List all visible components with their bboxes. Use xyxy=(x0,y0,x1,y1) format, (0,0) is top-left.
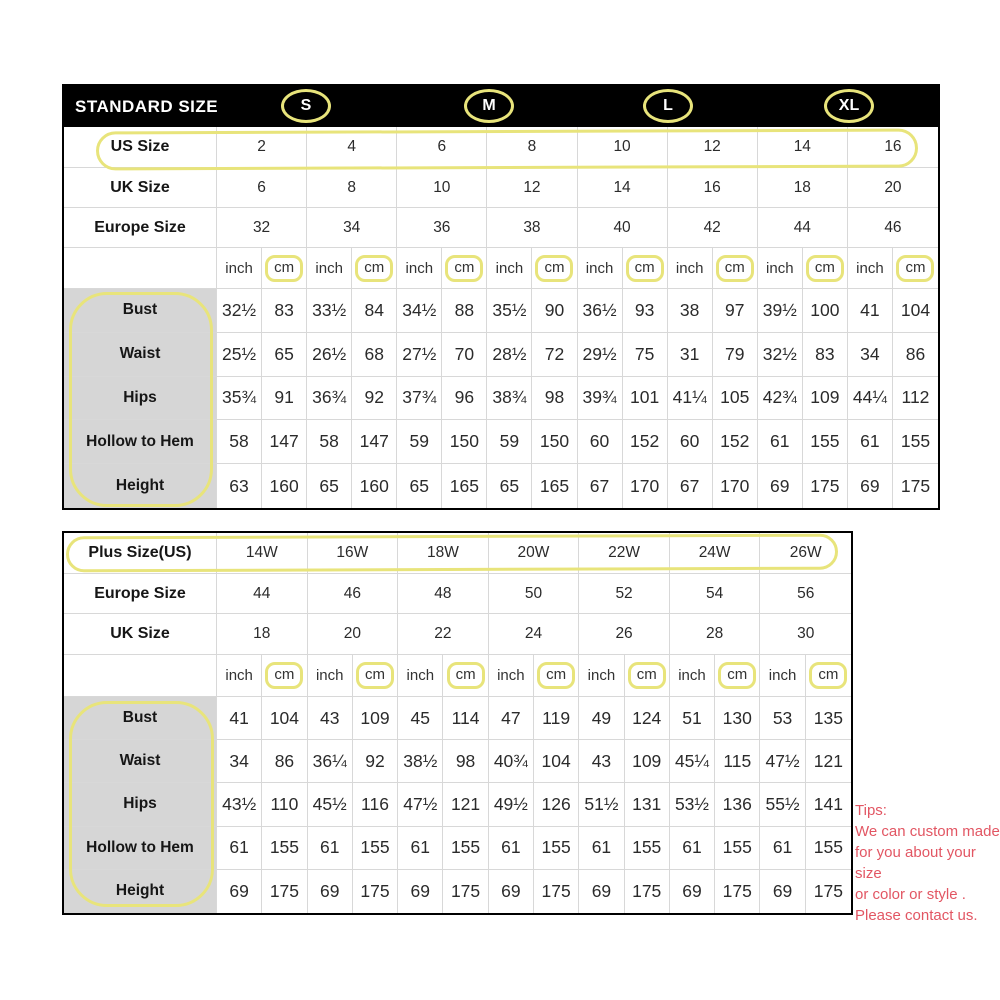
inch-unit-header: inch xyxy=(578,248,623,289)
standard-measure-row-label: Hips xyxy=(64,377,217,421)
cm-highlight-box: cm xyxy=(896,255,934,282)
inch-unit-header: inch xyxy=(217,655,262,697)
standard-measure-value: 27½ xyxy=(397,333,442,377)
standard-table-header xyxy=(64,86,938,127)
plus-measure-value: 155 xyxy=(625,827,670,870)
plus-measure-value: 45¼ xyxy=(670,740,715,783)
inch-unit-header: inch xyxy=(398,655,443,697)
standard-size-value: 14 xyxy=(758,127,848,168)
standard-size-table xyxy=(62,84,940,510)
plus-measure-value: 61 xyxy=(489,827,534,870)
plus-measure-value: 109 xyxy=(625,740,670,783)
plus-size-row-label: UK Size xyxy=(64,614,217,655)
standard-measure-row-label: Bust xyxy=(64,289,217,333)
plus-size-value: 24W xyxy=(670,533,761,574)
plus-measure-value: 34 xyxy=(217,740,262,783)
standard-measure-value: 97 xyxy=(713,289,758,333)
standard-measure-value: 72 xyxy=(532,333,577,377)
cm-unit-header xyxy=(893,248,938,289)
plus-size-value: 28 xyxy=(670,614,761,655)
standard-measure-value: 29½ xyxy=(578,333,623,377)
cm-highlight-box: cm xyxy=(265,662,303,689)
standard-measure-value: 92 xyxy=(352,377,397,421)
standard-measure-value: 61 xyxy=(848,420,893,464)
standard-measure-value: 160 xyxy=(262,464,307,508)
plus-measure-value: 131 xyxy=(625,783,670,826)
cm-unit-header xyxy=(803,248,848,289)
plus-measure-value: 155 xyxy=(806,827,851,870)
cm-highlight-box: cm xyxy=(445,255,483,282)
standard-measure-value: 42¾ xyxy=(758,377,803,421)
size-s-label: S xyxy=(300,97,312,114)
cm-unit-header xyxy=(713,248,758,289)
plus-size-value: 22W xyxy=(579,533,670,574)
standard-measure-value: 65 xyxy=(307,464,352,508)
plus-measure-row-label: Height xyxy=(64,870,217,913)
standard-measure-value: 37¾ xyxy=(397,377,442,421)
plus-measure-value: 119 xyxy=(534,697,579,740)
plus-measure-value: 104 xyxy=(534,740,579,783)
standard-measure-value: 32½ xyxy=(217,289,262,333)
plus-size-grid xyxy=(64,533,851,913)
plus-size-value: 50 xyxy=(489,574,580,614)
standard-measure-value: 90 xyxy=(532,289,577,333)
plus-measure-value: 61 xyxy=(308,827,353,870)
cm-unit-header xyxy=(262,655,307,697)
cm-unit-header xyxy=(262,248,307,289)
plus-measure-value: 69 xyxy=(670,870,715,913)
standard-measure-value: 59 xyxy=(487,420,532,464)
standard-measure-value: 112 xyxy=(893,377,938,421)
cm-unit-header xyxy=(353,655,398,697)
inch-unit-header: inch xyxy=(579,655,624,697)
tips-line: or color or style . xyxy=(855,886,966,903)
plus-size-value: 20 xyxy=(308,614,399,655)
plus-measure-value: 43½ xyxy=(217,783,262,826)
cm-highlight-box: cm xyxy=(447,662,485,689)
plus-measure-value: 92 xyxy=(353,740,398,783)
standard-measure-value: 83 xyxy=(803,333,848,377)
inch-unit-header: inch xyxy=(668,248,713,289)
plus-measure-value: 61 xyxy=(398,827,443,870)
standard-measure-value: 86 xyxy=(893,333,938,377)
plus-size-value: 52 xyxy=(579,574,670,614)
standard-size-value: 36 xyxy=(397,208,487,248)
standard-size-value: 16 xyxy=(668,168,758,208)
plus-measure-value: 43 xyxy=(579,740,624,783)
standard-measure-value: 83 xyxy=(262,289,307,333)
plus-measure-value: 47 xyxy=(489,697,534,740)
plus-size-value: 44 xyxy=(217,574,308,614)
standard-size-value: 42 xyxy=(668,208,758,248)
plus-measure-value: 38½ xyxy=(398,740,443,783)
standard-size-value: 20 xyxy=(848,168,938,208)
plus-measure-value: 69 xyxy=(489,870,534,913)
standard-measure-value: 32½ xyxy=(758,333,803,377)
standard-measure-value: 170 xyxy=(623,464,668,508)
plus-measure-value: 61 xyxy=(579,827,624,870)
standard-measure-value: 96 xyxy=(442,377,487,421)
standard-measure-value: 91 xyxy=(262,377,307,421)
tips-title: Tips: xyxy=(855,802,887,819)
standard-measure-value: 61 xyxy=(758,420,803,464)
standard-measure-value: 58 xyxy=(217,420,262,464)
standard-size-title: STANDARD SIZE xyxy=(75,96,219,116)
plus-size-value: 16W xyxy=(308,533,399,574)
plus-measure-value: 51 xyxy=(670,697,715,740)
standard-size-value: 32 xyxy=(217,208,307,248)
plus-size-value: 48 xyxy=(398,574,489,614)
standard-measure-value: 41¼ xyxy=(668,377,713,421)
plus-measure-value: 49 xyxy=(579,697,624,740)
cm-highlight-box: cm xyxy=(626,255,664,282)
plus-size-value: 20W xyxy=(489,533,580,574)
plus-measure-row-label: Hollow to Hem xyxy=(64,827,217,870)
standard-measure-value: 65 xyxy=(487,464,532,508)
plus-measure-value: 155 xyxy=(262,827,307,870)
plus-measure-value: 136 xyxy=(715,783,760,826)
plus-measure-value: 51½ xyxy=(579,783,624,826)
standard-measure-value: 155 xyxy=(893,420,938,464)
standard-size-value: 44 xyxy=(758,208,848,248)
standard-measure-value: 101 xyxy=(623,377,668,421)
standard-measure-value: 93 xyxy=(623,289,668,333)
standard-measure-row-label: Height xyxy=(64,464,217,508)
standard-measure-value: 152 xyxy=(623,420,668,464)
cm-unit-header xyxy=(442,248,487,289)
cm-highlight-box: cm xyxy=(718,662,756,689)
plus-measure-value: 40¾ xyxy=(489,740,534,783)
standard-measure-value: 165 xyxy=(532,464,577,508)
standard-measure-value: 152 xyxy=(713,420,758,464)
inch-unit-header: inch xyxy=(670,655,715,697)
plus-measure-value: 155 xyxy=(534,827,579,870)
standard-measure-value: 65 xyxy=(397,464,442,508)
plus-measure-value: 175 xyxy=(625,870,670,913)
plus-measure-value: 115 xyxy=(715,740,760,783)
plus-size-row-label: Europe Size xyxy=(64,574,217,614)
plus-measure-value: 55½ xyxy=(760,783,805,826)
standard-measure-value: 150 xyxy=(442,420,487,464)
plus-measure-value: 109 xyxy=(353,697,398,740)
standard-measure-value: 39½ xyxy=(758,289,803,333)
plus-size-value: 26W xyxy=(760,533,851,574)
plus-measure-value: 98 xyxy=(443,740,488,783)
standard-measure-value: 147 xyxy=(352,420,397,464)
standard-measure-value: 26½ xyxy=(307,333,352,377)
plus-measure-value: 36¼ xyxy=(308,740,353,783)
plus-measure-value: 53½ xyxy=(670,783,715,826)
plus-size-value: 30 xyxy=(760,614,851,655)
standard-measure-value: 34½ xyxy=(397,289,442,333)
standard-measure-value: 34 xyxy=(848,333,893,377)
standard-size-value: 6 xyxy=(397,127,487,168)
plus-measure-row-label: Hips xyxy=(64,783,217,826)
plus-measure-value: 61 xyxy=(670,827,715,870)
plus-measure-value: 53 xyxy=(760,697,805,740)
standard-measure-value: 59 xyxy=(397,420,442,464)
plus-measure-value: 175 xyxy=(813,880,843,901)
plus-measure-value: 49½ xyxy=(489,783,534,826)
cm-unit-header xyxy=(623,248,668,289)
inch-unit-header: inch xyxy=(489,655,534,697)
plus-measure-value: 175 xyxy=(262,870,307,913)
cm-highlight-box: cm xyxy=(716,255,754,282)
standard-measure-value: 109 xyxy=(803,377,848,421)
standard-size-value: 46 xyxy=(848,208,938,248)
standard-size-value: 2 xyxy=(217,127,307,168)
plus-measure-row-label: Waist xyxy=(64,740,217,783)
size-m-label: M xyxy=(482,97,496,114)
plus-measure-value: 69 xyxy=(308,870,353,913)
cm-highlight-box: cm xyxy=(809,662,847,689)
standard-measure-value: 31 xyxy=(668,333,713,377)
cm-highlight-box: cm xyxy=(806,255,844,282)
standard-measure-value: 155 xyxy=(803,420,848,464)
standard-size-row-label: UK Size xyxy=(64,168,217,208)
standard-size-grid xyxy=(64,127,938,508)
size-l-label: L xyxy=(663,97,673,114)
tips-note xyxy=(855,800,1000,926)
plus-measure-value: 155 xyxy=(443,827,488,870)
plus-measure-value: 175 xyxy=(353,870,398,913)
standard-size-value: 4 xyxy=(307,127,397,168)
standard-size-value: 10 xyxy=(397,168,487,208)
plus-unit-row-corner xyxy=(64,655,217,697)
standard-measure-value: 28½ xyxy=(487,333,532,377)
plus-size-value: 56 xyxy=(760,574,851,614)
plus-measure-value: 126 xyxy=(534,783,579,826)
standard-measure-value: 60 xyxy=(578,420,623,464)
tips-line: We can custom made xyxy=(855,823,1000,840)
plus-measure-value: 141 xyxy=(806,783,851,826)
plus-measure-value: 69 xyxy=(217,870,262,913)
cm-highlight-box: cm xyxy=(355,255,393,282)
plus-measure-value: 69 xyxy=(398,870,443,913)
standard-measure-value: 38¾ xyxy=(487,377,532,421)
standard-size-value: 16 xyxy=(848,127,938,168)
plus-measure-value: 124 xyxy=(625,697,670,740)
standard-size-value: 34 xyxy=(307,208,397,248)
standard-size-value: 14 xyxy=(578,168,668,208)
standard-measure-value: 41 xyxy=(848,289,893,333)
standard-measure-value: 35½ xyxy=(487,289,532,333)
standard-measure-value: 36½ xyxy=(578,289,623,333)
plus-measure-value: 41 xyxy=(217,697,262,740)
plus-size-value: 14W xyxy=(217,533,308,574)
plus-measure-value: 104 xyxy=(262,697,307,740)
standard-measure-value: 63 xyxy=(217,464,262,508)
plus-size-value: 22 xyxy=(398,614,489,655)
standard-measure-value: 67 xyxy=(578,464,623,508)
plus-measure-value: 135 xyxy=(806,697,851,740)
plus-measure-value: 86 xyxy=(262,740,307,783)
plus-size-value: 24 xyxy=(489,614,580,655)
standard-measure-value: 25½ xyxy=(217,333,262,377)
standard-measure-value: 70 xyxy=(442,333,487,377)
plus-size-table xyxy=(62,531,853,915)
standard-measure-value: 33½ xyxy=(307,289,352,333)
cm-highlight-box: cm xyxy=(628,662,666,689)
standard-measure-value: 58 xyxy=(307,420,352,464)
cm-highlight-box: cm xyxy=(265,255,303,282)
standard-unit-row-corner xyxy=(64,248,217,289)
plus-size-value: 54 xyxy=(670,574,761,614)
plus-size-value: 46 xyxy=(308,574,399,614)
standard-measure-value: 98 xyxy=(532,377,577,421)
plus-measure-value: 175 xyxy=(443,870,488,913)
standard-measure-value: 105 xyxy=(713,377,758,421)
size-xl-label: XL xyxy=(838,97,860,114)
plus-measure-value: 47½ xyxy=(760,740,805,783)
plus-measure-value: 61 xyxy=(760,827,805,870)
cm-unit-header xyxy=(534,655,579,697)
plus-measure-value: 45½ xyxy=(308,783,353,826)
plus-measure-value: 43 xyxy=(308,697,353,740)
plus-measure-value: 110 xyxy=(262,783,307,826)
cm-unit-header xyxy=(715,655,760,697)
size-xl-circle-highlight xyxy=(824,89,874,123)
inch-unit-header: inch xyxy=(760,655,805,697)
plus-measure-value: 116 xyxy=(353,783,398,826)
cm-unit-header xyxy=(352,248,397,289)
standard-size-row-label: US Size xyxy=(64,127,217,168)
size-m-circle-highlight xyxy=(464,89,514,123)
standard-measure-value: 69 xyxy=(758,464,803,508)
size-l-circle-highlight xyxy=(643,89,693,123)
plus-size-row-label: Plus Size(US) xyxy=(64,533,217,574)
standard-size-value: 8 xyxy=(487,127,577,168)
standard-measure-value: 147 xyxy=(262,420,307,464)
cm-unit-header xyxy=(806,655,851,697)
standard-measure-value: 39¾ xyxy=(578,377,623,421)
standard-measure-value: 38 xyxy=(668,289,713,333)
standard-measure-value: 75 xyxy=(623,333,668,377)
plus-measure-value: 114 xyxy=(443,697,488,740)
cm-unit-header xyxy=(532,248,577,289)
standard-measure-value: 67 xyxy=(668,464,713,508)
tips-line: for you about your size xyxy=(855,844,976,882)
cm-unit-header xyxy=(443,655,488,697)
standard-measure-value: 84 xyxy=(352,289,397,333)
plus-size-value: 18W xyxy=(398,533,489,574)
plus-measure-value: 155 xyxy=(715,827,760,870)
standard-measure-value: 36¾ xyxy=(307,377,352,421)
standard-size-value: 6 xyxy=(217,168,307,208)
inch-unit-header: inch xyxy=(217,248,262,289)
tips-line: Please contact us. xyxy=(855,907,978,924)
inch-unit-header: inch xyxy=(307,248,352,289)
inch-unit-header: inch xyxy=(397,248,442,289)
standard-size-value: 12 xyxy=(668,127,758,168)
standard-measure-value: 35¾ xyxy=(217,377,262,421)
standard-measure-value: 60 xyxy=(668,420,713,464)
plus-measure-value: 155 xyxy=(353,827,398,870)
inch-unit-header: inch xyxy=(848,248,893,289)
standard-measure-value: 100 xyxy=(803,289,848,333)
standard-measure-value: 150 xyxy=(532,420,577,464)
plus-measure-value: 69 xyxy=(579,870,624,913)
standard-measure-row-label: Waist xyxy=(64,333,217,377)
standard-measure-value: 160 xyxy=(352,464,397,508)
inch-unit-header: inch xyxy=(308,655,353,697)
plus-measure-value: 121 xyxy=(443,783,488,826)
standard-measure-row-label: Hollow to Hem xyxy=(64,420,217,464)
standard-size-value: 38 xyxy=(487,208,577,248)
plus-size-value: 18 xyxy=(217,614,308,655)
standard-measure-value: 44¼ xyxy=(848,377,893,421)
standard-measure-value: 79 xyxy=(713,333,758,377)
standard-measure-value: 170 xyxy=(713,464,758,508)
cm-highlight-box: cm xyxy=(356,662,394,689)
standard-measure-value: 69 xyxy=(848,464,893,508)
standard-size-value: 40 xyxy=(578,208,668,248)
standard-size-value: 8 xyxy=(307,168,397,208)
cm-unit-header xyxy=(625,655,670,697)
standard-size-value: 10 xyxy=(578,127,668,168)
cm-highlight-box: cm xyxy=(535,255,573,282)
plus-measure-value: 175 xyxy=(715,870,760,913)
plus-measure-value: 45 xyxy=(398,697,443,740)
standard-measure-value: 65 xyxy=(262,333,307,377)
plus-measure-value: 47½ xyxy=(398,783,443,826)
size-s-circle-highlight xyxy=(281,89,331,123)
plus-measure-value: 61 xyxy=(217,827,262,870)
cm-highlight-box: cm xyxy=(537,662,575,689)
standard-size-value: 18 xyxy=(758,168,848,208)
standard-size-row-label: Europe Size xyxy=(64,208,217,248)
plus-measure-value: 69 xyxy=(760,870,805,913)
standard-measure-value: 165 xyxy=(442,464,487,508)
standard-measure-value: 175 xyxy=(803,464,848,508)
standard-measure-value: 175 xyxy=(900,475,931,496)
plus-measure-value: 121 xyxy=(806,740,851,783)
plus-measure-value: 130 xyxy=(715,697,760,740)
plus-measure-row-label: Bust xyxy=(64,697,217,740)
inch-unit-header: inch xyxy=(487,248,532,289)
plus-measure-value: 175 xyxy=(534,870,579,913)
standard-measure-value: 104 xyxy=(893,289,938,333)
standard-size-value: 12 xyxy=(487,168,577,208)
standard-measure-value: 88 xyxy=(442,289,487,333)
plus-size-value: 26 xyxy=(579,614,670,655)
inch-unit-header: inch xyxy=(758,248,803,289)
standard-measure-value: 68 xyxy=(352,333,397,377)
